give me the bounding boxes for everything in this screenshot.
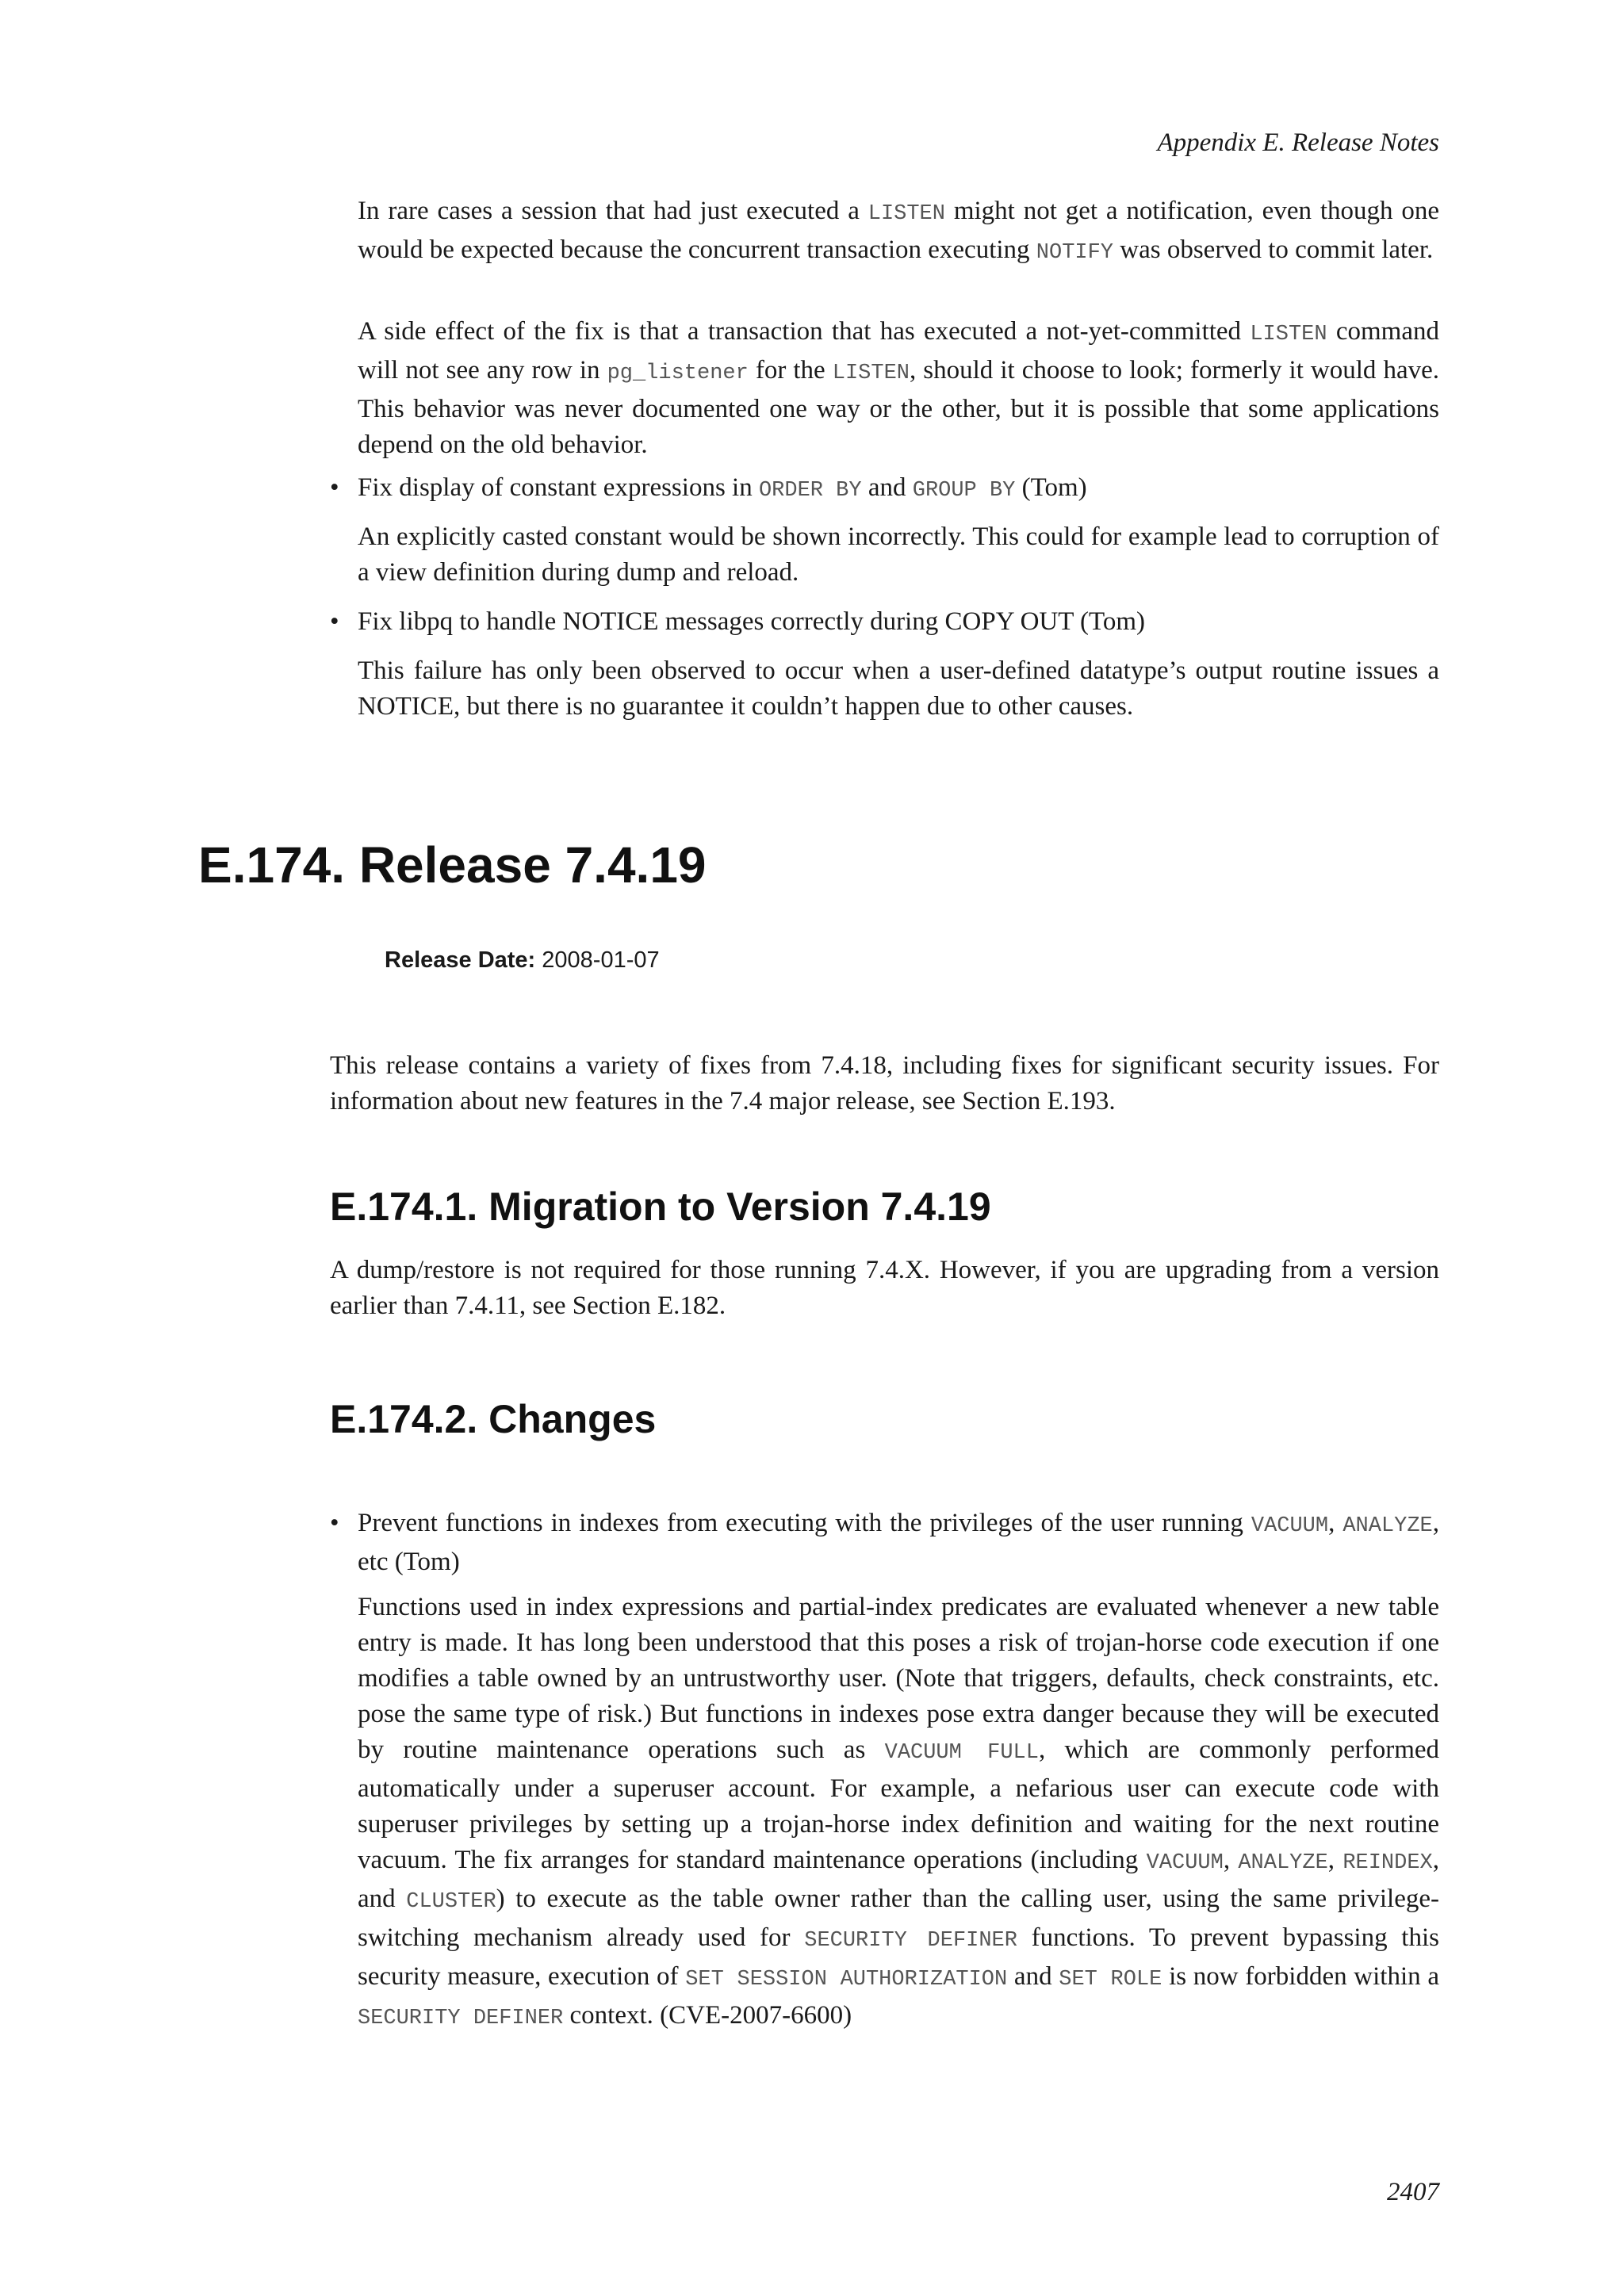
- list-item-title-index-functions: Prevent functions in indexes from executing with the privileges of the user running VACUUM, ANALYZE, etc (Tom): [358, 1509, 1439, 1576]
- code-set-role: SET ROLE: [1059, 1968, 1162, 1992]
- code-reindex: REINDEX: [1342, 1851, 1433, 1875]
- subsection-title-changes: E.174.2. Changes: [330, 1397, 657, 1441]
- page-number: 2407: [1387, 2178, 1439, 2206]
- code-listen: LISTEN: [832, 362, 910, 385]
- code-set-session-authorization: SET SESSION AUTHORIZATION: [685, 1968, 1008, 1992]
- code-notify: NOTIFY: [1036, 241, 1114, 265]
- code-analyze: ANALYZE: [1342, 1514, 1433, 1538]
- code-listen: LISTEN: [868, 202, 945, 226]
- list-item-body-index-functions: Functions used in index expressions and partial-index predicates are evaluated whenever a new table entry is made. It has long been understood that this poses a risk of trojan-horse code execution if one modifies a table owned by an untrustworthy user. (Note that triggers, defaults, check constraints, etc. pose the same type of risk.) But functions in indexes pose extra danger because they will be executed by routine maintenance operations such as VACUUM FULL, which are commonly performed automatically under a superuser account. For example, a nefarious user can execute code with superuser privileges by setting up a trojan-horse index definition and waiting for the next routine vacuum. The fix arranges for standard maintenance operations (including VACUUM, ANALYZE, REINDEX, and CLUSTER) to execute as the table owner rather than the calling user, using the same privilege-switching mechanism already used for SECURITY DEFINER functions. To prevent bypassing this security measure, execution of SET SESSION AUTHORIZATION and SET ROLE is now forbidden within a SECURITY DEFINER context. (CVE-2007-6600): [358, 1593, 1440, 2030]
- bullet-marker: •: [330, 607, 339, 636]
- code-analyze: ANALYZE: [1238, 1851, 1328, 1875]
- list-item-body-order-by: An explicitly casted constant would be shown incorrectly. This could for example lead to corruption of a view definition during dump and reload.: [358, 522, 1439, 587]
- code-listen: LISTEN: [1250, 323, 1327, 346]
- code-security-definer: SECURITY DEFINER: [358, 2007, 564, 2030]
- code-vacuum: VACUUM: [1146, 1851, 1224, 1875]
- list-item-body-libpq: This failure has only been observed to occur when a user-defined datatype’s output routine issues a NOTICE, but there is no guarantee it couldn’t happen due to other causes.: [358, 656, 1439, 721]
- list-item-title-order-by: Fix display of constant expressions in ORDER BY and GROUP BY (Tom): [358, 473, 1087, 503]
- running-header: Appendix E. Release Notes: [1157, 128, 1439, 157]
- release-date: Release Date: 2008-01-07: [385, 947, 660, 973]
- section-title: E.174. Release 7.4.19: [198, 836, 707, 894]
- paragraph-side-effect: A side effect of the fix is that a transaction that has executed a not-yet-committed LISTEN command will not see any row in pg_listener for the LISTEN, should it choose to look; formerly it would have. This behavior was never documented one way or the other, but it is possible that some applications depend on the old behavior.: [358, 317, 1440, 459]
- migration-body: A dump/restore is not required for those running 7.4.X. However, if you are upgrading from a version earlier than 7.4.11, see Section E.182.: [330, 1256, 1439, 1320]
- code-cluster: CLUSTER: [406, 1890, 496, 1914]
- code-vacuum: VACUUM: [1251, 1514, 1329, 1538]
- section-intro: This release contains a variety of fixes from 7.4.18, including fixes for significant security issues. For information about new features in the 7.4 major release, see Section E.193.: [330, 1051, 1439, 1115]
- code-security-definer: SECURITY DEFINER: [804, 1929, 1017, 1953]
- bullet-marker: •: [330, 1509, 339, 1537]
- bullet-marker: •: [330, 473, 339, 502]
- code-order-by: ORDER BY: [758, 479, 862, 503]
- code-vacuum-full: VACUUM FULL: [884, 1741, 1039, 1765]
- paragraph-listen-notification: In rare cases a session that had just executed a LISTEN might not get a notification, even though one would be expected because the concurrent transaction executing NOTIFY was observed to commit later.: [358, 197, 1440, 265]
- subsection-title-migration: E.174.1. Migration to Version 7.4.19: [330, 1184, 991, 1229]
- code-pg-listener: pg_listener: [607, 362, 749, 385]
- list-item-title-libpq: Fix libpq to handle NOTICE messages correctly during COPY OUT (Tom): [358, 607, 1146, 636]
- code-group-by: GROUP BY: [912, 479, 1016, 503]
